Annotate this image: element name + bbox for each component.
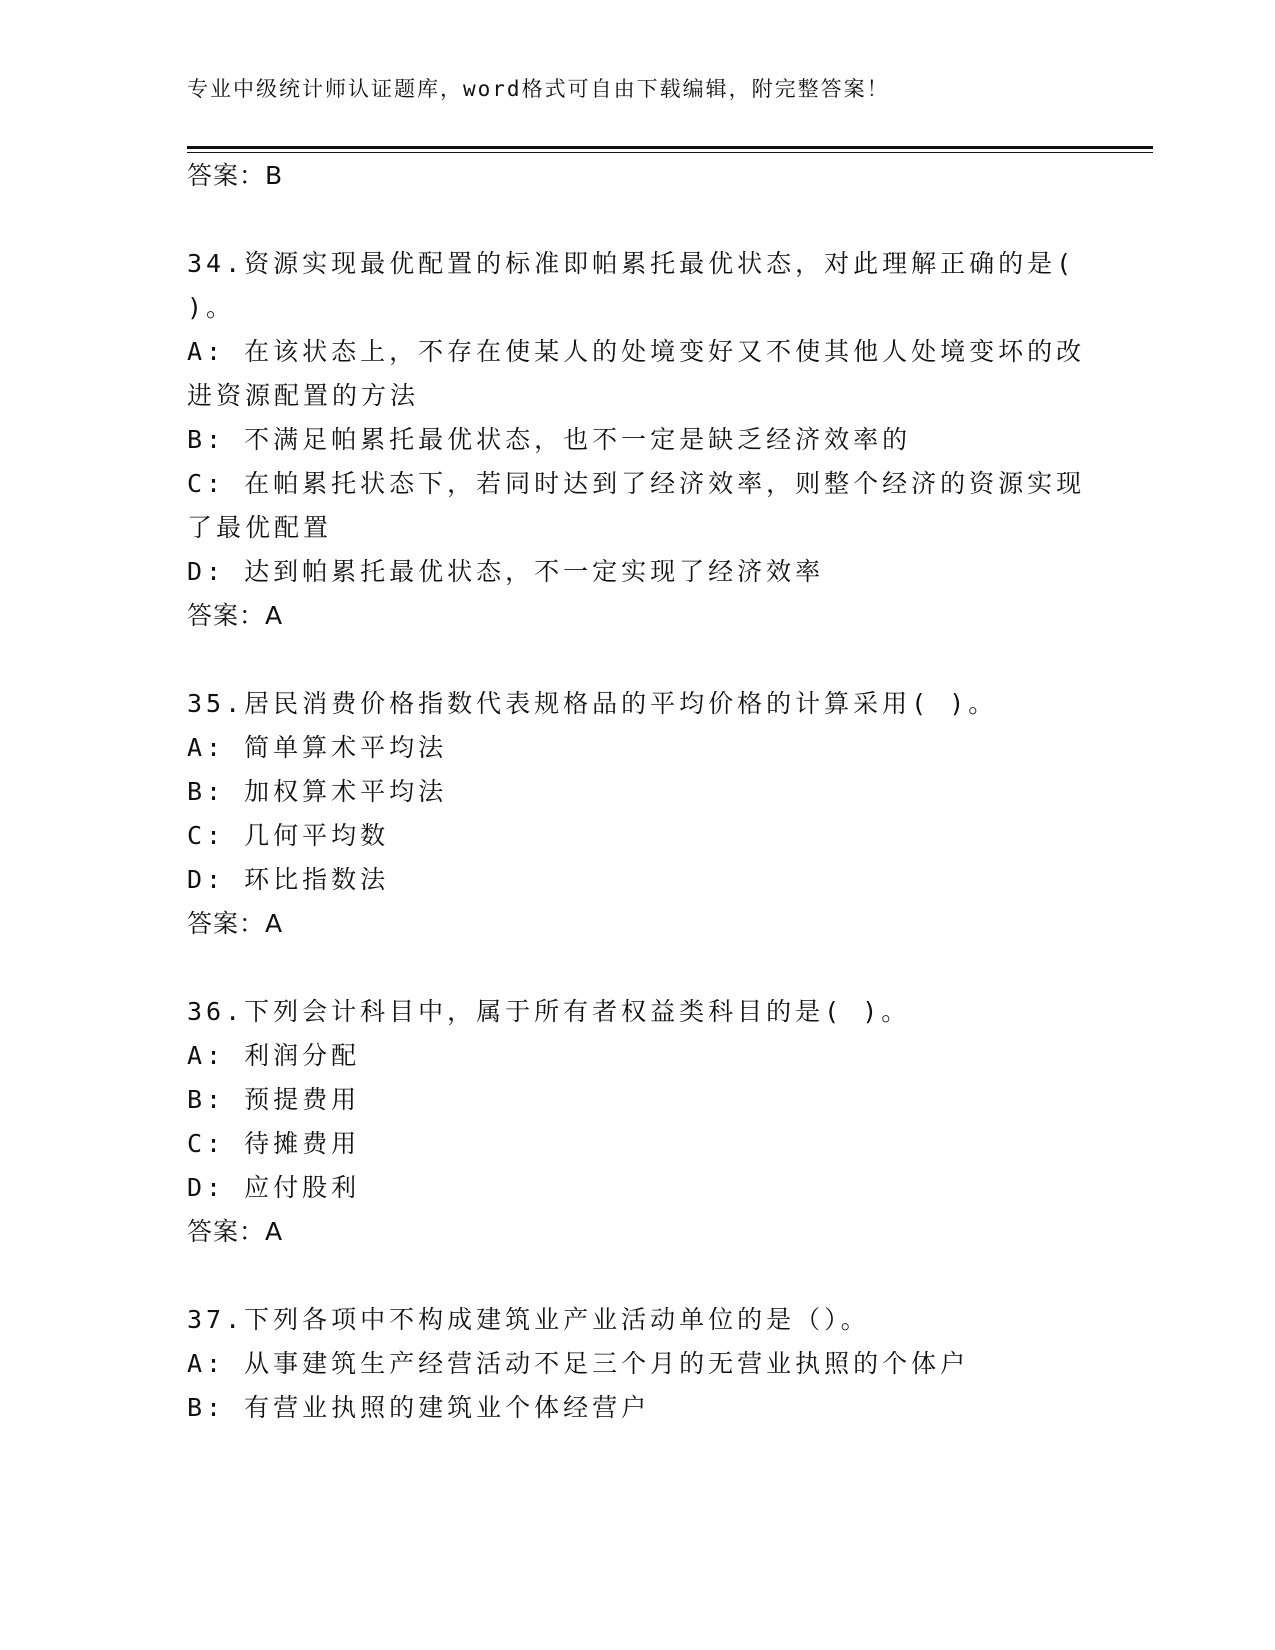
header-text: 专业中级统计师认证题库，word格式可自由下载编辑，附完整答案！ bbox=[187, 77, 890, 101]
q34-answer: 答案：A bbox=[187, 601, 284, 630]
q37-option-a: A: 从事建筑生产经营活动不足三个月的无营业执照的个体户 bbox=[187, 1349, 970, 1378]
q34-stem-line2: )。 bbox=[187, 293, 236, 322]
prev-answer: 答案：B bbox=[187, 161, 284, 190]
header-rule-thin bbox=[187, 152, 1153, 153]
q36-option-b: B: 预提费用 bbox=[187, 1085, 361, 1114]
q36-answer: 答案：A bbox=[187, 1217, 284, 1246]
q34-option-a-line2: 进资源配置的方法 bbox=[187, 381, 420, 410]
q36-stem: 36.下列会计科目中，属于所有者权益类科目的是( )。 bbox=[187, 997, 911, 1026]
q35-option-c: C: 几何平均数 bbox=[187, 821, 390, 850]
q36-option-a: A: 利润分配 bbox=[187, 1041, 361, 1070]
q34-stem-line1: 34.资源实现最优配置的标准即帕累托最优状态，对此理解正确的是( bbox=[187, 249, 1076, 278]
header-rule-thick bbox=[187, 146, 1153, 149]
q37-stem: 37.下列各项中不构成建筑业产业活动单位的是（）。 bbox=[187, 1305, 870, 1334]
q35-stem: 35.居民消费价格指数代表规格品的平均价格的计算采用( )。 bbox=[187, 689, 998, 718]
q34-option-c-line1: C: 在帕累托状态下，若同时达到了经济效率，则整个经济的资源实现 bbox=[187, 469, 1086, 498]
q34-option-a-line1: A: 在该状态上，不存在使某人的处境变好又不使其他人处境变坏的改 bbox=[187, 337, 1086, 366]
q37-option-b: B: 有营业执照的建筑业个体经营户 bbox=[187, 1393, 651, 1422]
q34-option-d: D: 达到帕累托最优状态，不一定实现了经济效率 bbox=[187, 557, 825, 586]
q35-answer: 答案：A bbox=[187, 909, 284, 938]
q36-option-c: C: 待摊费用 bbox=[187, 1129, 361, 1158]
q35-option-d: D: 环比指数法 bbox=[187, 865, 390, 894]
q35-option-b: B: 加权算术平均法 bbox=[187, 777, 448, 806]
q36-option-d: D: 应付股利 bbox=[187, 1173, 361, 1202]
q34-option-b: B: 不满足帕累托最优状态，也不一定是缺乏经济效率的 bbox=[187, 425, 912, 454]
q34-option-c-line2: 了最优配置 bbox=[187, 513, 333, 542]
q35-option-a: A: 简单算术平均法 bbox=[187, 733, 448, 762]
